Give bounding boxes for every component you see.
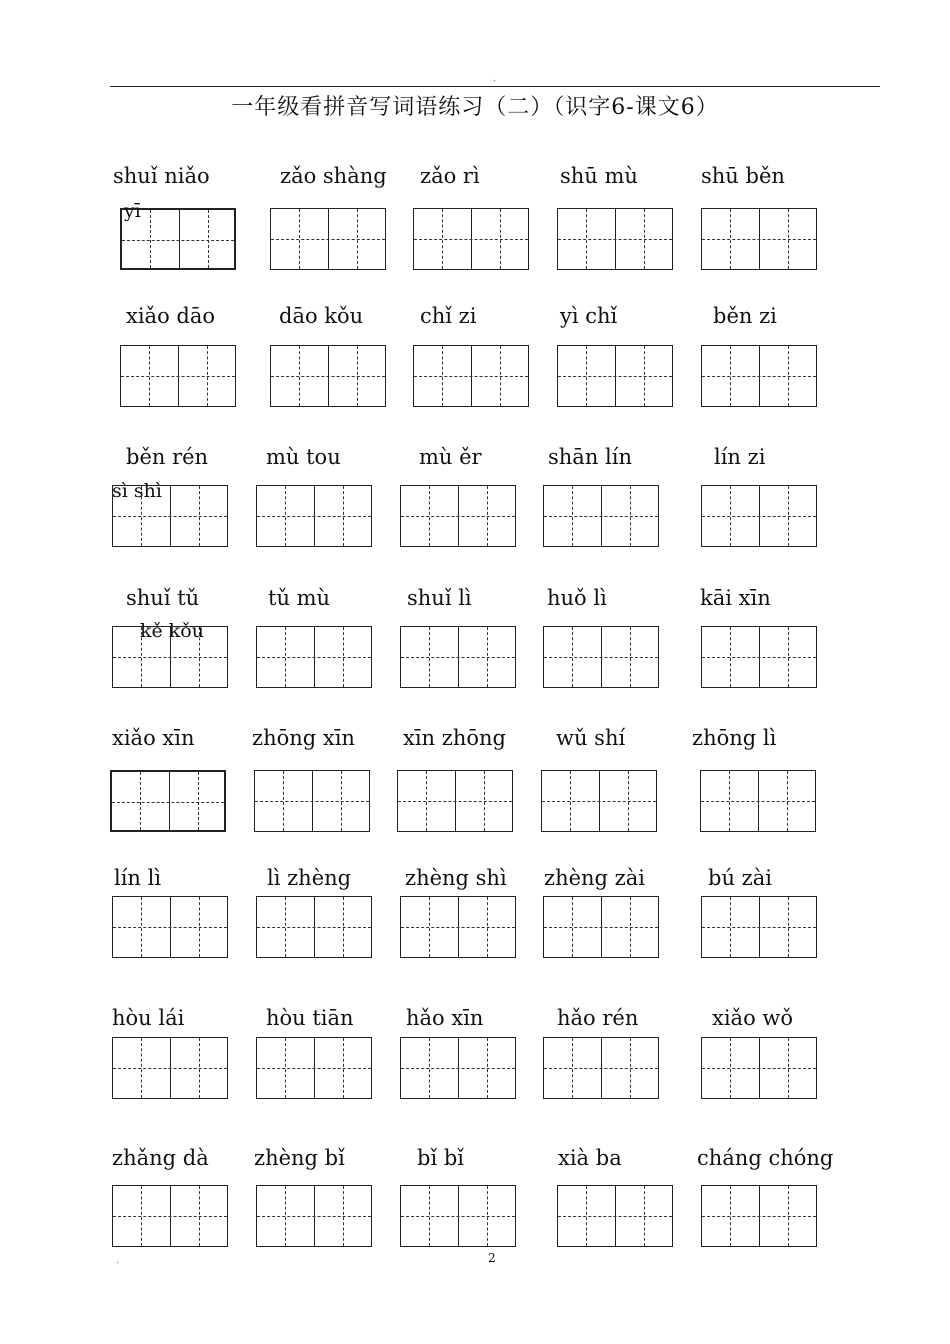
pinyin-label: chǐ zi: [420, 304, 477, 328]
pinyin-label: shān lín: [548, 445, 632, 469]
pinyin-label: hòu tiān: [266, 1006, 354, 1030]
pinyin-label: bǐ bǐ: [417, 1146, 464, 1170]
writing-grid[interactable]: [543, 896, 659, 958]
writing-grid[interactable]: [413, 345, 529, 407]
writing-grid[interactable]: [256, 896, 372, 958]
writing-grid[interactable]: [397, 770, 513, 832]
pinyin-label: mù ěr: [419, 445, 482, 469]
writing-grid[interactable]: [256, 1037, 372, 1099]
writing-grid[interactable]: [701, 1037, 817, 1099]
pinyin-label: xiǎo xīn: [112, 726, 195, 750]
pinyin-label: lín lì: [114, 866, 162, 890]
pinyin-label: yì chǐ: [560, 304, 618, 328]
pinyin-label: kāi xīn: [700, 586, 771, 610]
writing-grid[interactable]: [256, 626, 372, 688]
writing-grid[interactable]: [701, 208, 817, 270]
pinyin-label: hǎo rén: [557, 1006, 639, 1030]
pinyin-label: hòu lái: [112, 1006, 185, 1030]
pinyin-label: xīn zhōng: [403, 726, 506, 750]
pinyin-label: běn rén: [126, 445, 209, 469]
pinyin-label: shū mù: [560, 164, 638, 188]
writing-grid[interactable]: [270, 345, 386, 407]
pinyin-label: lín zi: [714, 445, 766, 469]
pinyin-label: zhǎng dà: [112, 1146, 209, 1170]
pinyin-label: wǔ shí: [556, 726, 626, 750]
pinyin-label: bú zài: [708, 866, 772, 890]
pinyin-label: běn zi: [713, 304, 777, 328]
writing-grid[interactable]: [557, 1185, 673, 1247]
writing-grid[interactable]: [557, 345, 673, 407]
writing-grid[interactable]: [254, 770, 370, 832]
pinyin-label: zhōng lì: [692, 726, 777, 750]
writing-grid[interactable]: [557, 208, 673, 270]
writing-grid[interactable]: [110, 770, 226, 832]
page-title: 一年级看拼音写词语练习（二）（识字6-课文6）: [231, 95, 719, 120]
writing-grid[interactable]: [701, 1185, 817, 1247]
writing-grid[interactable]: [701, 896, 817, 958]
writing-grid[interactable]: [413, 208, 529, 270]
writing-grid[interactable]: [700, 770, 816, 832]
pinyin-label: shuǐ lì: [407, 586, 472, 610]
extra-pinyin-note: kě kǒu: [140, 620, 204, 642]
writing-grid[interactable]: [256, 485, 372, 547]
pinyin-label: zhèng bǐ: [254, 1146, 345, 1170]
pinyin-label: cháng chóng: [697, 1146, 834, 1170]
writing-grid[interactable]: [400, 1037, 516, 1099]
pinyin-label: hǎo xīn: [406, 1006, 484, 1030]
pinyin-label: tǔ mù: [268, 586, 331, 610]
writing-grid[interactable]: [701, 345, 817, 407]
header-rule: [110, 86, 880, 87]
pinyin-label: mù tou: [266, 445, 341, 469]
pinyin-label: zhèng zài: [544, 866, 645, 890]
writing-grid[interactable]: [543, 626, 659, 688]
pinyin-label: lì zhèng: [267, 866, 352, 890]
writing-grid[interactable]: [112, 896, 228, 958]
writing-grid[interactable]: [400, 485, 516, 547]
pinyin-label: dāo kǒu: [279, 304, 364, 328]
pinyin-label: shū běn: [701, 164, 785, 188]
pinyin-label: zǎo rì: [420, 164, 480, 188]
pinyin-label: xiǎo dāo: [126, 304, 216, 328]
writing-grid[interactable]: [543, 1037, 659, 1099]
extra-pinyin-note: yī: [124, 200, 141, 222]
writing-grid[interactable]: [701, 485, 817, 547]
pinyin-label: huǒ lì: [547, 586, 607, 610]
writing-grid[interactable]: [541, 770, 657, 832]
writing-grid[interactable]: [400, 896, 516, 958]
pinyin-label: zhōng xīn: [252, 726, 355, 750]
writing-grid[interactable]: [256, 1185, 372, 1247]
writing-grid[interactable]: [112, 1037, 228, 1099]
footer-mark: .: [116, 1256, 119, 1266]
writing-grid[interactable]: [270, 208, 386, 270]
pinyin-label: xià ba: [558, 1146, 622, 1170]
writing-grid[interactable]: [120, 345, 236, 407]
writing-grid[interactable]: [400, 626, 516, 688]
pinyin-label: shuǐ tǔ: [126, 586, 200, 610]
writing-grid[interactable]: [701, 626, 817, 688]
pinyin-label: zhèng shì: [405, 866, 507, 890]
extra-pinyin-note: sì shì: [112, 480, 162, 502]
page-number: 2: [488, 1251, 496, 1265]
pinyin-label: xiǎo wǒ: [712, 1006, 794, 1030]
pinyin-label: shuǐ niǎo: [113, 164, 210, 188]
writing-grid[interactable]: [400, 1185, 516, 1247]
header-mark: .: [493, 74, 496, 84]
pinyin-label: zǎo shàng: [280, 164, 387, 188]
writing-grid[interactable]: [112, 1185, 228, 1247]
writing-grid[interactable]: [543, 485, 659, 547]
